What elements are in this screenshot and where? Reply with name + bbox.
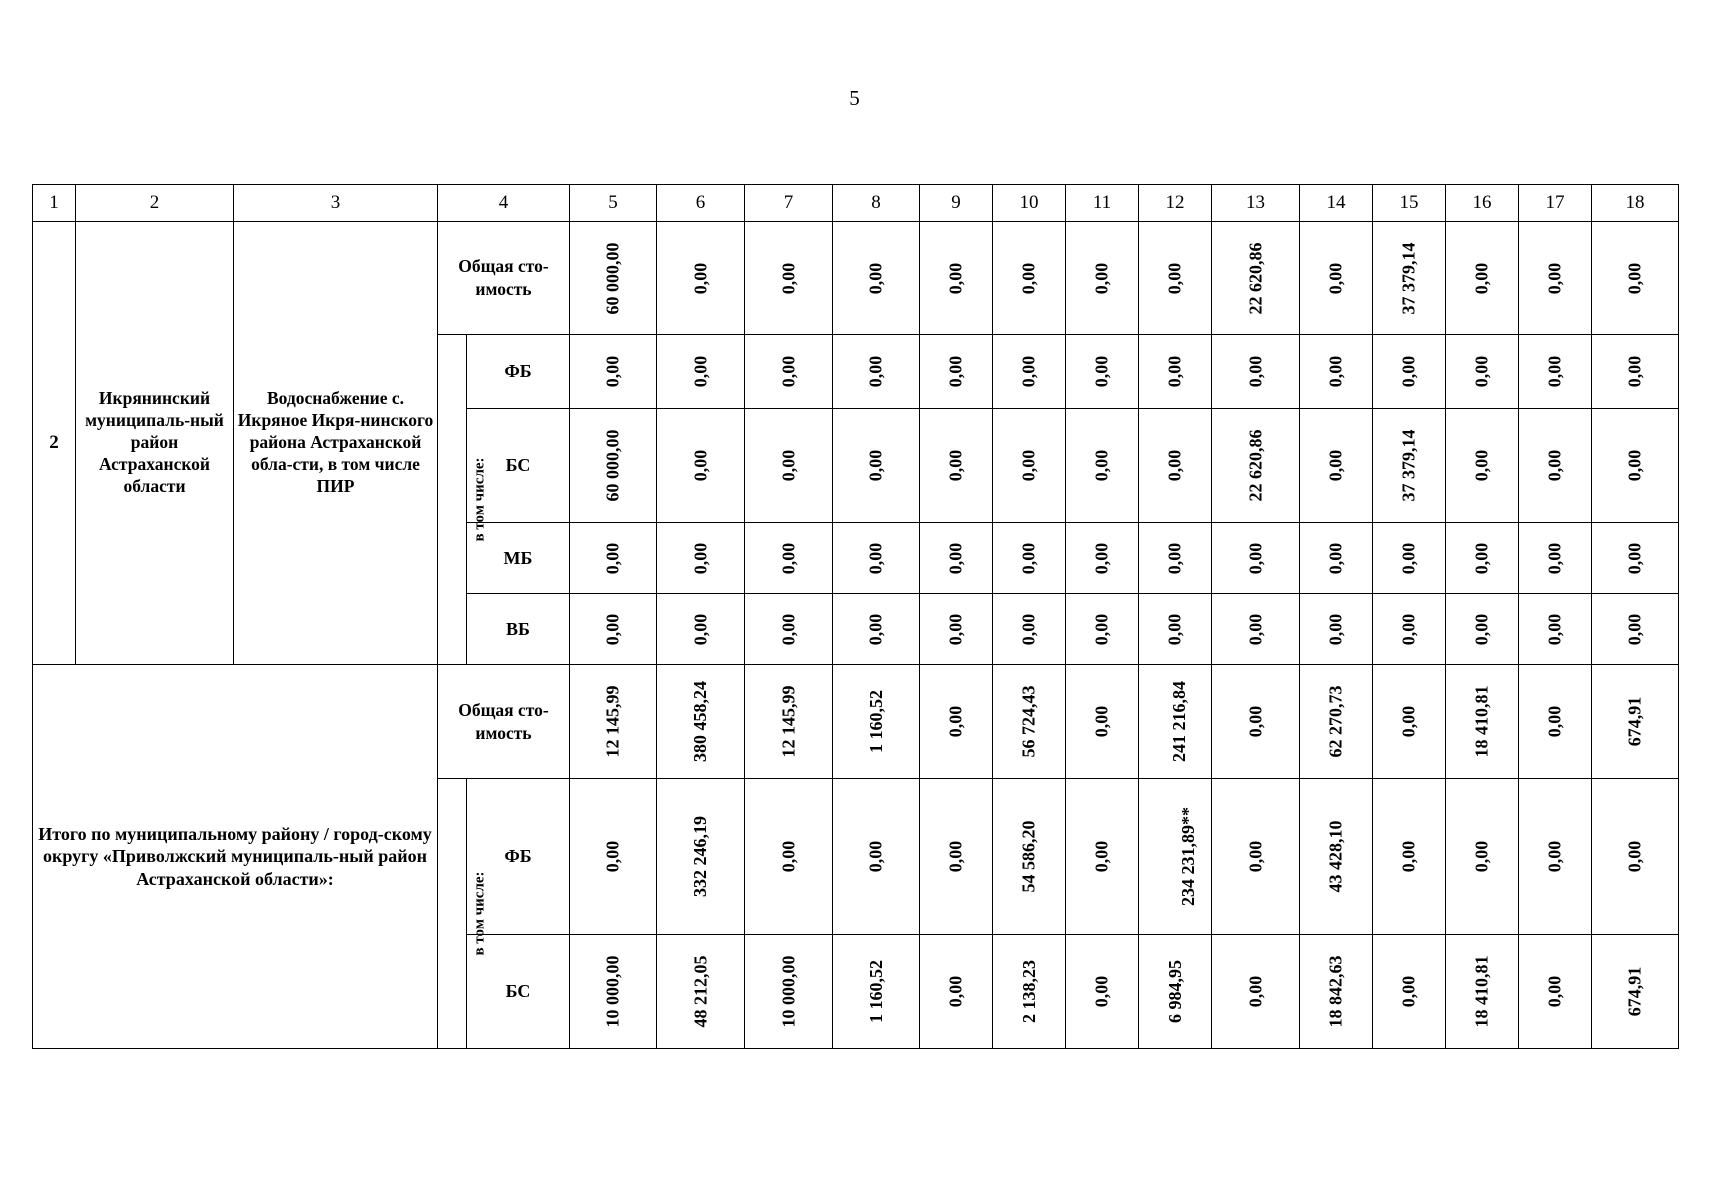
value: 0,00 — [1624, 542, 1645, 574]
budget-type: БС — [467, 935, 570, 1049]
value: 0,00 — [778, 613, 798, 645]
value: 0,00 — [1544, 613, 1565, 645]
value: 0,00 — [1018, 449, 1039, 482]
header-cell: 1 — [33, 185, 76, 222]
including-label-cell — [438, 779, 488, 1049]
object-name: Водоснабжение с. Икряное Икря-нинского района Астраханской обла-сти, в том числе ПИР — [234, 222, 438, 665]
row2-total-row — [33, 222, 1679, 335]
including-label: в том числе: — [471, 457, 488, 542]
value-cell — [833, 222, 920, 335]
value: 0,00 — [1624, 613, 1645, 645]
total-cost-label: Общая сто-имость — [438, 222, 570, 335]
value: 0,00 — [1624, 449, 1645, 482]
value: 0,00 — [1245, 975, 1265, 1008]
value: 0,00 — [778, 355, 798, 388]
value: 1 160,52 — [865, 690, 886, 753]
value: 0,00 — [1544, 542, 1565, 574]
header-cell: 7 — [745, 185, 833, 222]
header-row — [33, 185, 1679, 222]
value-cell — [1066, 222, 1139, 335]
value-cell — [1446, 222, 1519, 335]
value: 0,00 — [1398, 355, 1419, 388]
value: 0,00 — [1325, 613, 1346, 645]
value: 674,91 — [1624, 966, 1645, 1017]
value: 0,00 — [865, 542, 886, 574]
value: 12 145,99 — [778, 685, 798, 758]
value: 674,91 — [1624, 696, 1645, 747]
value: 0,00 — [1018, 542, 1039, 574]
value: 37 379,14 — [1398, 429, 1419, 502]
value: 0,00 — [1624, 840, 1645, 873]
value: 12 145,99 — [602, 685, 623, 758]
value: 0,00 — [1398, 613, 1419, 645]
value: 0,00 — [602, 840, 623, 873]
value: 0,00 — [690, 355, 710, 388]
value: 0,00 — [1325, 542, 1346, 574]
value: 0,00 — [602, 613, 623, 645]
value: 241 216,84 — [1169, 681, 1189, 762]
value: 0,00 — [1091, 355, 1112, 388]
value: 0,00 — [1325, 262, 1346, 294]
value: 0,00 — [945, 542, 966, 574]
header-cell: 18 — [1592, 185, 1679, 222]
header-cell: 4 — [438, 185, 570, 222]
value: 0,00 — [1245, 542, 1265, 574]
header-cell: 2 — [76, 185, 234, 222]
value: 0,00 — [1471, 449, 1492, 482]
header-cell: 10 — [993, 185, 1066, 222]
value: 0,00 — [865, 613, 886, 645]
value: 0,00 — [1164, 355, 1185, 388]
value: 0,00 — [1398, 542, 1419, 574]
value: 0,00 — [945, 449, 966, 482]
value: 0,00 — [1398, 975, 1419, 1008]
value: 0,00 — [1091, 975, 1112, 1008]
value: 10 000,00 — [778, 955, 798, 1028]
value: 0,00 — [1245, 355, 1265, 388]
value-cell — [993, 222, 1066, 335]
budget-type: МБ — [467, 523, 570, 594]
value-cell — [1592, 222, 1679, 335]
value: 0,00 — [1325, 355, 1346, 388]
value: 0,00 — [1398, 840, 1419, 873]
value: 0,00 — [778, 262, 798, 294]
header-cell: 5 — [570, 185, 657, 222]
value: 0,00 — [778, 840, 798, 873]
value: 18 842,63 — [1325, 955, 1346, 1028]
value: 0,00 — [945, 705, 966, 738]
value: 0,00 — [945, 613, 966, 645]
value: 37 379,14 — [1398, 242, 1419, 314]
value: 332 246,19 — [690, 816, 710, 897]
value: 0,00 — [690, 449, 710, 482]
value: 6 984,95 — [1164, 960, 1185, 1023]
value: 0,00 — [945, 975, 966, 1008]
header-cell: 9 — [920, 185, 993, 222]
total-cost-label: Общая сто-имость — [438, 665, 570, 779]
header-cell: 14 — [1300, 185, 1373, 222]
value: 56 724,43 — [1018, 685, 1039, 758]
header-cell: 12 — [1139, 185, 1212, 222]
value-cell — [1373, 222, 1446, 335]
header-cell: 15 — [1373, 185, 1446, 222]
value-cell — [570, 222, 657, 335]
value: 0,00 — [690, 542, 710, 574]
value: 0,00 — [1091, 449, 1112, 482]
value: 0,00 — [1091, 542, 1112, 574]
total-block-total-row — [33, 665, 1679, 779]
value: 0,00 — [1164, 613, 1185, 645]
value: 0,00 — [690, 262, 710, 294]
page-number: 5 — [849, 86, 860, 110]
value: 54 586,20 — [1018, 820, 1039, 893]
value: 0,00 — [1544, 355, 1565, 388]
budget-type: ФБ — [467, 335, 570, 409]
value: 380 458,24 — [690, 681, 710, 762]
budget-type: БС — [467, 409, 570, 523]
value: 0,00 — [1018, 262, 1039, 294]
value: 0,00 — [865, 355, 886, 388]
value-cell — [745, 222, 833, 335]
value: 0,00 — [602, 355, 623, 388]
including-label: в том числе: — [471, 871, 488, 956]
value: 22 620,86 — [1245, 429, 1265, 502]
value: 0,00 — [1164, 542, 1185, 574]
value: 62 270,73 — [1325, 685, 1346, 758]
value-cell — [920, 222, 993, 335]
value: 0,00 — [1018, 613, 1039, 645]
value: 0,00 — [865, 262, 886, 294]
value: 0,00 — [1091, 840, 1112, 873]
value: 0,00 — [1544, 449, 1565, 482]
value: 60 000,00 — [602, 242, 623, 314]
value: 0,00 — [1544, 975, 1565, 1008]
value: 0,00 — [1091, 613, 1112, 645]
value: 0,00 — [1091, 705, 1112, 738]
header-cell: 3 — [234, 185, 438, 222]
value: 0,00 — [690, 613, 710, 645]
budget-type: ВБ — [467, 594, 570, 665]
value: 0,00 — [945, 840, 966, 873]
value: 2 138,23 — [1018, 960, 1039, 1023]
value: 0,00 — [945, 355, 966, 388]
value: 0,00 — [1624, 355, 1645, 388]
value: 22 620,86 — [1245, 242, 1265, 314]
value-cell — [1212, 222, 1300, 335]
value: 0,00 — [1164, 262, 1185, 294]
value: 0,00 — [1018, 355, 1039, 388]
header-cell: 11 — [1066, 185, 1139, 222]
value: 0,00 — [1245, 613, 1265, 645]
value: 10 000,00 — [602, 955, 623, 1028]
value: 0,00 — [1245, 840, 1265, 873]
value: 1 160,52 — [865, 960, 886, 1023]
value: 0,00 — [1471, 840, 1492, 873]
value: 0,00 — [1624, 262, 1645, 294]
value: 0,00 — [1544, 262, 1565, 294]
value: 0,00 — [1471, 613, 1492, 645]
value: 0,00 — [1245, 705, 1265, 738]
value-cell — [1519, 222, 1592, 335]
value: 0,00 — [602, 542, 623, 574]
value: 0,00 — [1164, 449, 1185, 482]
including-label-cell — [438, 335, 488, 665]
row-number: 2 — [33, 222, 76, 665]
value: 0,00 — [1325, 449, 1346, 482]
value: 48 212,05 — [690, 955, 710, 1028]
header-cell: 13 — [1212, 185, 1300, 222]
value: 60 000,00 — [602, 429, 623, 502]
header-cell: 6 — [657, 185, 745, 222]
header-cell: 17 — [1519, 185, 1592, 222]
total-block-label: Итого по муниципальному району / город-скому округу «Приволжский муниципаль-ный район Астраханской области»: — [33, 665, 438, 1049]
value-cell — [1300, 222, 1373, 335]
value: 0,00 — [945, 262, 966, 294]
value: 0,00 — [1471, 262, 1492, 294]
value: 0,00 — [1091, 262, 1112, 294]
value: 18 410,81 — [1471, 685, 1492, 758]
district-name: Икрянинский муниципаль-ный район Астраханской области — [76, 222, 234, 665]
value: 0,00 — [1544, 840, 1565, 873]
value: 0,00 — [778, 449, 798, 482]
value: 234 231,89** — [1178, 807, 1198, 906]
value: 18 410,81 — [1471, 955, 1492, 1028]
budget-type: ФБ — [467, 779, 570, 935]
value-cell — [657, 222, 745, 335]
value: 0,00 — [778, 542, 798, 574]
value: 0,00 — [865, 840, 886, 873]
header-cell: 8 — [833, 185, 920, 222]
value: 0,00 — [1471, 355, 1492, 388]
value: 0,00 — [1471, 542, 1492, 574]
header-cell: 16 — [1446, 185, 1519, 222]
value: 0,00 — [1398, 705, 1419, 738]
value: 43 428,10 — [1325, 820, 1346, 893]
value: 0,00 — [1544, 705, 1565, 738]
value-cell — [1139, 222, 1212, 335]
value: 0,00 — [865, 449, 886, 482]
budget-table — [32, 184, 1679, 1049]
